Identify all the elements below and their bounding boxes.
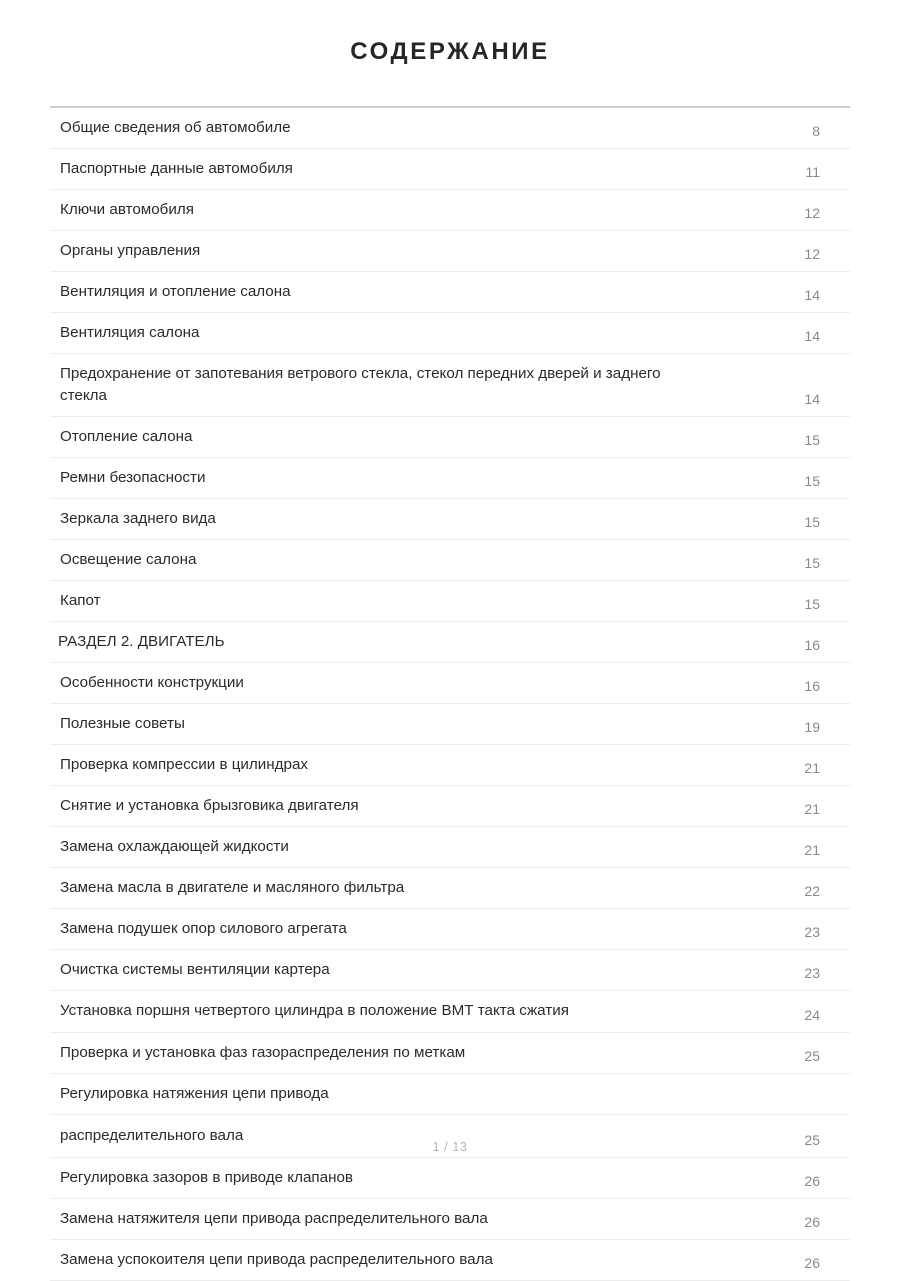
toc-entry[interactable] — [50, 312, 850, 353]
toc-entry-title: Паспортные данные автомобиля — [60, 159, 293, 177]
toc-entry-title: Органы управления — [60, 241, 201, 259]
toc-entry[interactable] — [50, 417, 850, 458]
toc-entry-page: 15 — [804, 555, 820, 572]
toc-entry-page: 22 — [804, 883, 820, 900]
toc-entry-title: Проверка и установка фаз газораспределения по меткам — [60, 1043, 466, 1061]
toc-entry[interactable] — [50, 148, 850, 189]
toc-entry[interactable] — [50, 108, 850, 149]
table-of-contents — [50, 108, 850, 1281]
toc-entry[interactable] — [50, 458, 850, 499]
toc-entry[interactable] — [50, 622, 850, 663]
toc-entry-title: Замена успокоителя цепи привода распределительного вала — [60, 1250, 493, 1268]
toc-entry-page: 19 — [804, 719, 820, 736]
toc-entry[interactable] — [50, 540, 850, 581]
toc-entry[interactable] — [50, 1032, 850, 1073]
toc-entry[interactable] — [50, 663, 850, 704]
toc-entry-title: Замена подушек опор силового агрегата — [60, 920, 347, 938]
toc-entry[interactable] — [50, 704, 850, 745]
toc-entry-page: 14 — [804, 391, 820, 408]
toc-entry-title: Вентиляция и отопление салона — [60, 282, 291, 300]
toc-entry-page: 15 — [804, 514, 820, 531]
toc-entry-title: Замена охлаждающей жидкости — [60, 838, 289, 856]
toc-entry-page: 15 — [804, 473, 820, 490]
toc-entry[interactable] — [50, 950, 850, 991]
toc-entry-title: Снятие и установка брызговика двигателя — [60, 797, 359, 815]
toc-entry-title: Проверка компрессии в цилиндрах — [60, 756, 308, 774]
toc-entry[interactable] — [50, 827, 850, 868]
toc-entry-title: Полезные советы — [60, 715, 185, 733]
toc-entry-title: Общие сведения об автомобиле — [60, 118, 291, 136]
toc-entry-page: 26 — [804, 1254, 820, 1271]
page-title: СОДЕРЖАНИЕ — [350, 38, 550, 65]
toc-entry-title: Вентиляция салона — [60, 323, 200, 341]
toc-entry[interactable] — [50, 499, 850, 540]
toc-entry-page: 26 — [804, 1213, 820, 1230]
toc-entry-title: Очистка системы вентиляции картера — [60, 961, 330, 979]
toc-entry[interactable] — [50, 1073, 850, 1114]
toc-entry[interactable] — [50, 353, 850, 416]
toc-entry-title: Отопление салона — [60, 428, 193, 446]
toc-entry-page: 24 — [804, 1006, 820, 1023]
toc-entry[interactable] — [50, 1157, 850, 1198]
toc-entry-title: Установка поршня четвертого цилиндра в положение ВМТ такта сжатия — [60, 1002, 569, 1020]
toc-entry-title: Освещение салона — [60, 551, 197, 569]
toc-entry-page: 16 — [804, 637, 820, 654]
toc-entry[interactable] — [50, 991, 850, 1032]
toc-entry-page: 23 — [804, 924, 820, 941]
toc-entry-page: 21 — [804, 760, 820, 777]
toc-entry[interactable] — [50, 868, 850, 909]
toc-entry-page: 23 — [804, 965, 820, 982]
toc-entry-title: Предохранение от запотевания ветрового стекла, стекол передних дверей и заднего стекла — [60, 364, 661, 405]
toc-entry[interactable] — [50, 271, 850, 312]
toc-entry-page: 12 — [804, 204, 820, 221]
toc-entry-page: 15 — [804, 432, 820, 449]
toc-entry[interactable] — [50, 786, 850, 827]
toc-entry[interactable] — [50, 1198, 850, 1239]
toc-entry-page: 16 — [804, 678, 820, 695]
toc-entry-title: РАЗДЕЛ 2. ДВИГАТЕЛЬ — [58, 633, 225, 651]
toc-body — [50, 108, 850, 1280]
toc-entry-title: распределительного вала — [60, 1126, 244, 1144]
toc-entry-title: Замена натяжителя цепи привода распределительного вала — [60, 1209, 488, 1227]
toc-entry-page: 14 — [804, 327, 820, 344]
toc-entry[interactable] — [50, 189, 850, 230]
toc-entry-title: Регулировка натяжения цепи привода — [60, 1084, 329, 1102]
toc-entry[interactable] — [50, 230, 850, 271]
toc-entry-page: 21 — [804, 842, 820, 859]
toc-entry-page: 21 — [804, 801, 820, 818]
toc-entry-title: Ключи автомобиля — [60, 200, 194, 218]
toc-entry-title: Зеркала заднего вида — [60, 510, 216, 528]
toc-entry-title: Ремни безопасности — [60, 469, 206, 487]
toc-entry-title: Замена масла в двигателе и масляного фильтра — [60, 879, 405, 897]
toc-entry-page: 11 — [805, 163, 820, 180]
toc-entry-page: 25 — [804, 1047, 820, 1064]
toc-entry-page: 8 — [812, 122, 820, 139]
toc-entry[interactable] — [50, 1239, 850, 1280]
toc-entry-page: 25 — [804, 1131, 820, 1148]
toc-entry-page: 14 — [804, 286, 820, 303]
toc-entry-page: 26 — [804, 1172, 820, 1189]
page-indicator: 1 / 13 — [432, 1140, 468, 1154]
toc-entry[interactable] — [50, 581, 850, 622]
toc-entry-title: Особенности конструкции — [60, 674, 244, 692]
toc-entry-title: Регулировка зазоров в приводе клапанов — [60, 1168, 353, 1186]
toc-entry-page: 12 — [804, 245, 820, 262]
toc-entry[interactable] — [50, 909, 850, 950]
toc-entry-page — [708, 1073, 850, 1114]
toc-entry-page: 15 — [804, 596, 820, 613]
toc-entry[interactable] — [50, 745, 850, 786]
toc-entry-title: Капот — [60, 592, 101, 610]
